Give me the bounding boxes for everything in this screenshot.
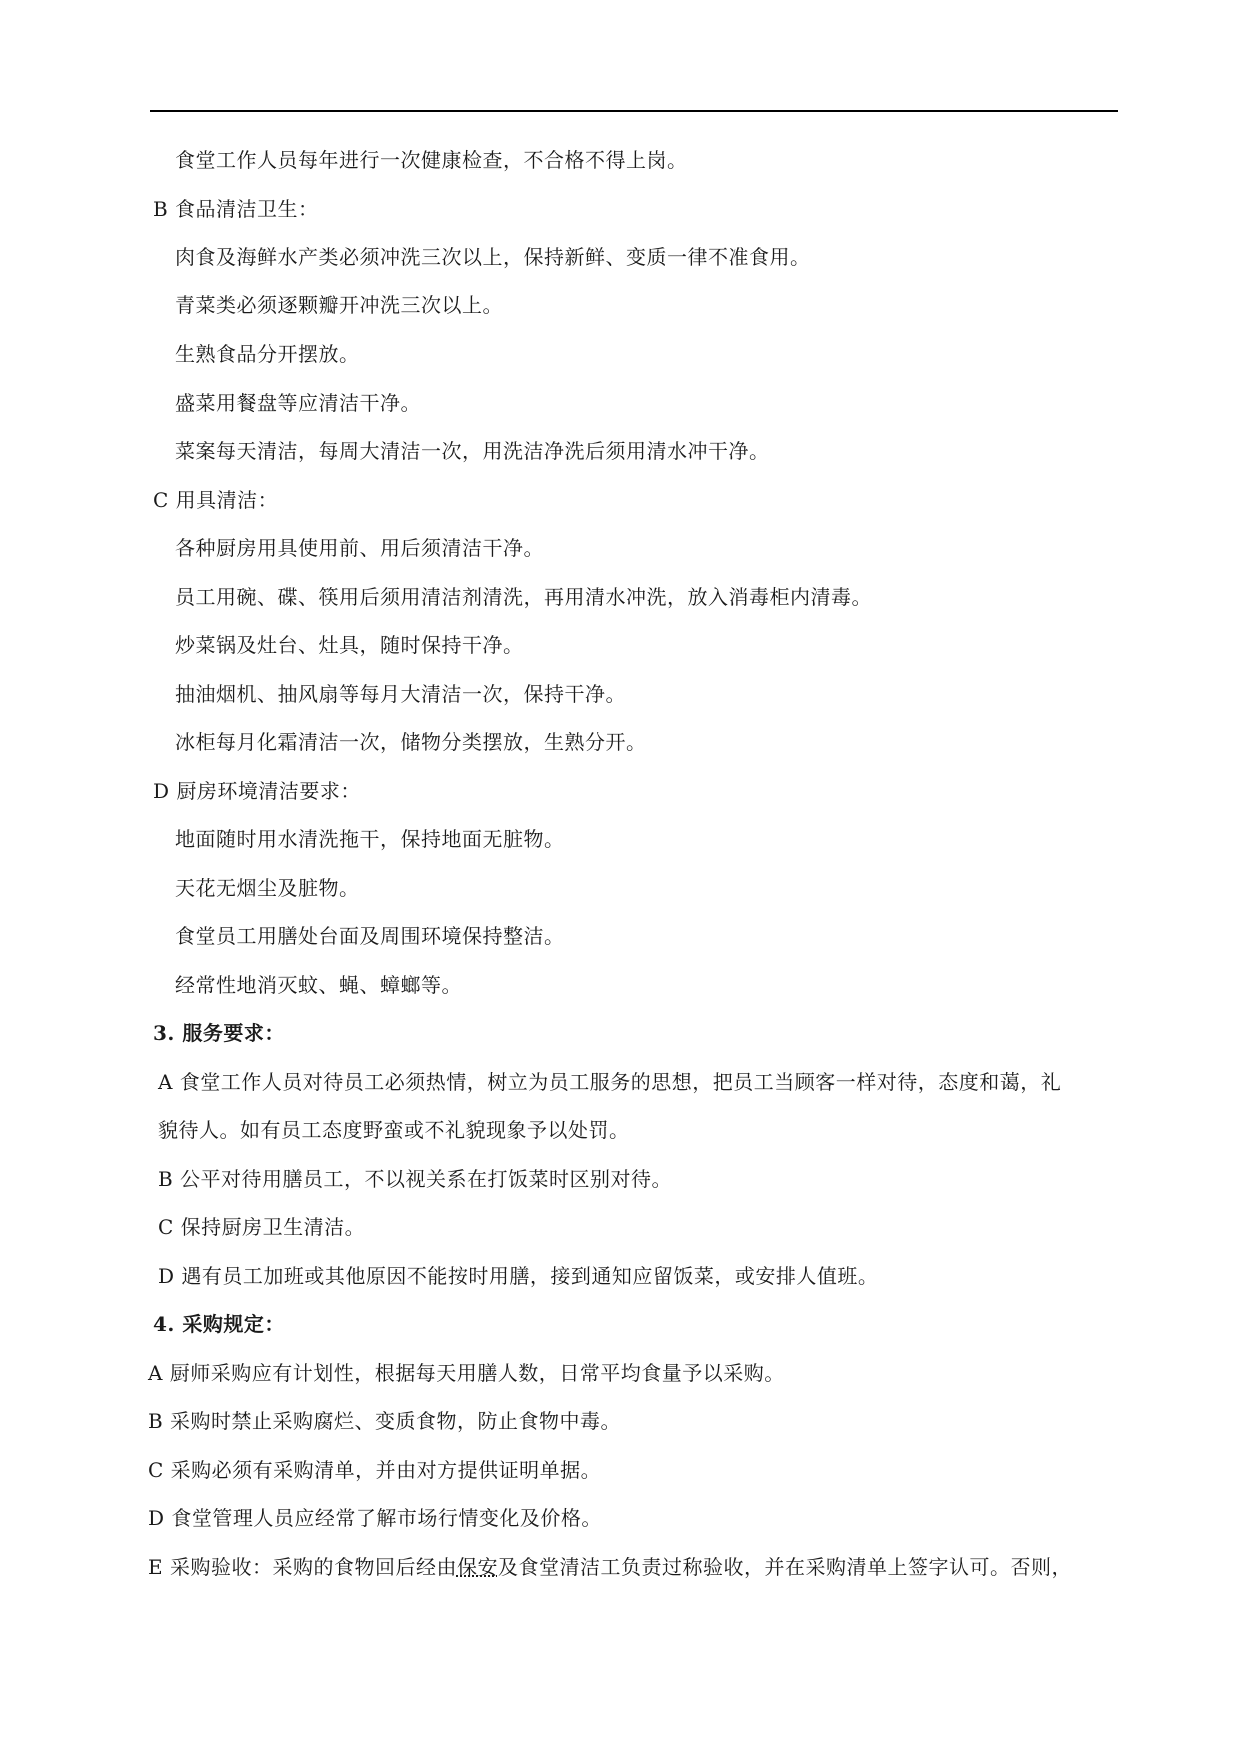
text-line: 食堂员工用膳处台面及周围环境保持整洁。	[175, 924, 565, 948]
text-line: 经常性地消灭蚊、蝇、蟑螂等。	[175, 973, 462, 997]
text-line: 盛菜用餐盘等应清洁干净。	[175, 391, 421, 415]
text-line: 各种厨房用具使用前、用后须清洁干净。	[175, 536, 544, 560]
text-line: 青菜类必须逐颗瓣开冲洗三次以上。	[175, 293, 503, 317]
section-label: D 厨房环境清洁要求：	[153, 779, 361, 803]
text-line: A 厨师采购应有计划性，根据每天用膳人数，日常平均食量予以采购。	[148, 1361, 785, 1385]
underlined-term: 保安	[456, 1555, 498, 1579]
text-segment: 及食堂清洁工负责过称验收，并在采购清单上签字认可。否则，	[497, 1555, 1072, 1579]
text-line: 食堂工作人员每年进行一次健康检查，不合格不得上岗。	[175, 148, 688, 172]
text-line: 菜案每天清洁，每周大清洁一次，用洗洁净洗后须用清水冲干净。	[175, 439, 770, 463]
section-heading: 3. 服务要求：	[153, 1021, 285, 1045]
section-label: C 用具清洁：	[153, 488, 279, 512]
section-label: B 食品清洁卫生：	[153, 197, 319, 221]
text-line: B 采购时禁止采购腐烂、变质食物，防止食物中毒。	[148, 1409, 622, 1433]
text-line: C 保持厨房卫生清洁。	[158, 1215, 366, 1239]
text-line: 貌待人。如有员工态度野蛮或不礼貌现象予以处罚。	[158, 1118, 630, 1142]
text-line: 抽油烟机、抽风扇等每月大清洁一次，保持干净。	[175, 682, 626, 706]
text-line-last	[148, 1555, 1072, 1579]
text-line: A 食堂工作人员对待员工必须热情，树立为员工服务的思想，把员工当顾客一样对待，态度和蔼，礼	[158, 1070, 1062, 1094]
text-line: B 公平对待用膳员工，不以视关系在打饭菜时区别对待。	[158, 1167, 673, 1191]
text-line: D 遇有员工加班或其他原因不能按时用膳，接到通知应留饭菜，或安排人值班。	[158, 1264, 879, 1288]
text-line: 冰柜每月化霜清洁一次，储物分类摆放，生熟分开。	[175, 730, 647, 754]
text-line: 炒菜锅及灶台、灶具，随时保持干净。	[175, 633, 524, 657]
text-line: 肉食及海鲜水产类必须冲洗三次以上，保持新鲜、变质一律不准食用。	[175, 245, 811, 269]
text-line: 生熟食品分开摆放。	[175, 342, 360, 366]
text-line: C 采购必须有采购清单，并由对方提供证明单据。	[148, 1458, 602, 1482]
text-line: 地面随时用水清洗拖干，保持地面无脏物。	[175, 827, 565, 851]
text-line: D 食堂管理人员应经常了解市场行情变化及价格。	[148, 1506, 602, 1530]
section-heading: 4. 采购规定：	[153, 1312, 285, 1336]
text-segment: E 采购验收：采购的食物回后经由	[148, 1555, 457, 1579]
text-line: 天花无烟尘及脏物。	[175, 876, 360, 900]
header-rule	[150, 110, 1118, 112]
text-line: 员工用碗、碟、筷用后须用清洁剂清洗，再用清水冲洗，放入消毒柜内清毒。	[175, 585, 872, 609]
